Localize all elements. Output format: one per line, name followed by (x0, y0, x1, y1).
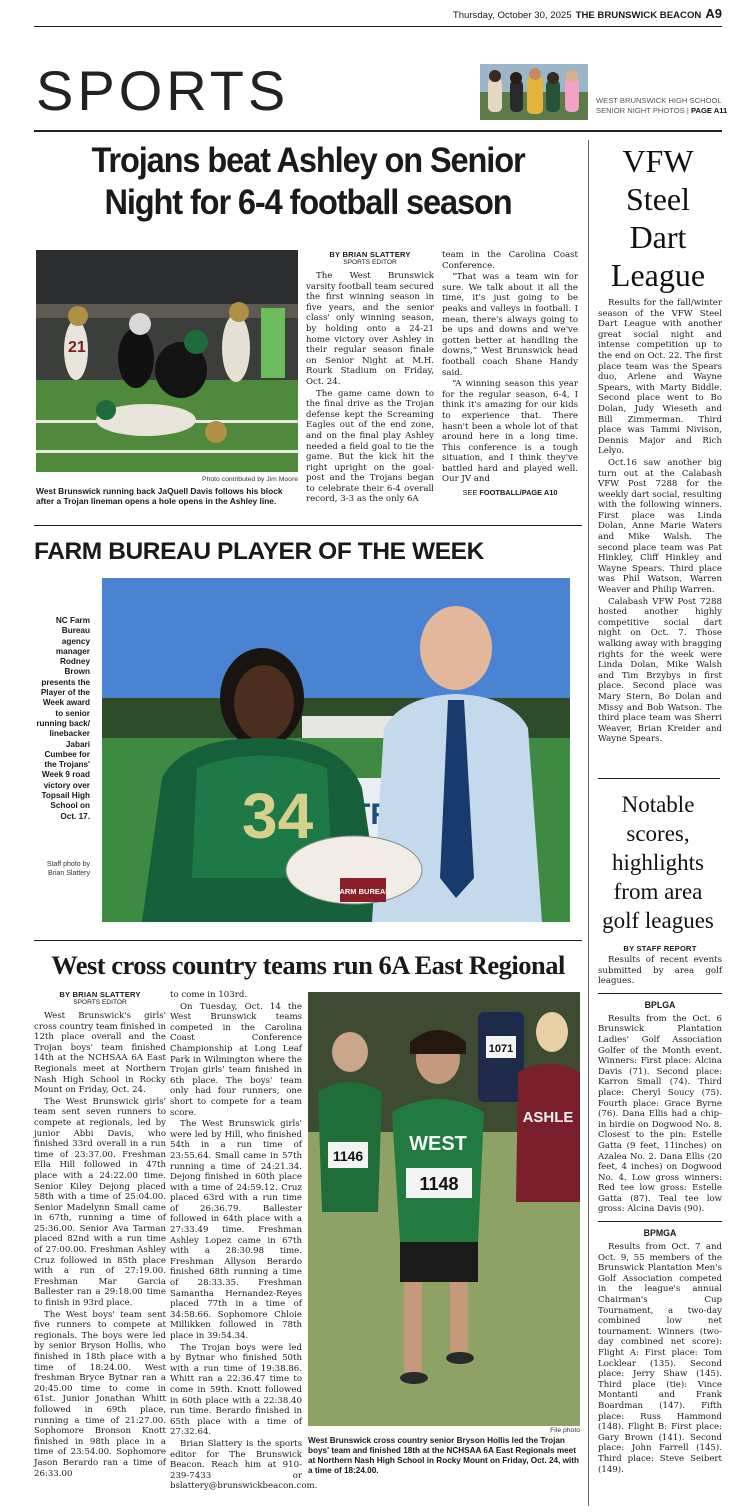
football-jump-link[interactable]: FOOTBALL/PAGE A10 (479, 488, 558, 498)
football-jump[interactable] (442, 488, 578, 497)
xc-col2-p2: On Tuesday, Oct. 14 the West Brunswick teams competed in the Carolina Coast Conference Championship at Long Leaf Park in Wilmington where the Trojan girls' team finished in 6th place. The boys' team only had four runners, one short to compete for a team score. (170, 1001, 302, 1118)
right-column-divider (588, 140, 589, 1506)
football-col2 (442, 250, 578, 497)
football-col1 (306, 250, 434, 506)
golf-body (598, 944, 722, 1476)
football-col1-p2: The game came down to the final drive as the Trojan defense kept the Screaming Eagles out of the end zone, and on the final play Ashley needed a field goal to tie the game. But the kick hit the right upright on the goal-post and the Trojans began to celebrate their 6-4 overall record, 3-3 as the only 6A (306, 388, 434, 505)
football-col2-p1: team in the Carolina Coast Conference. (442, 250, 578, 271)
xc-byline-title: SPORTS EDITOR (73, 999, 127, 1006)
football-jump-prefix: SEE (462, 488, 478, 498)
xc-col1-p1: West Brunswick's girls' cross country team finished in 12th place overall and the Trojan boys' team finished 14th at the NCHSAA 6A East Regionals meet at Northern Nash High School in Rocky Mount on Friday, Oct. 24. (34, 1011, 166, 1096)
golf-sub-rule2 (598, 1221, 722, 1222)
football-photo-credit: Photo contributed by Jim Moore (202, 476, 298, 483)
farm-rule (34, 525, 582, 526)
xc-col2-p3: The West Brunswick girls' were led by Hill, who finished 54th in a run time of 23:55.64. Small came in 57th running a time of 24:21.34. Dejong finished in 60th place with a time of 24:59.12. Cruz placed 63rd with a run time of 26:36.79. Ballester followed in 64th place with a 27:33.49 time. Freshman Ashley Lopez came in 67th with a 28:30.98 time. Freshman Allyson Berardo finished 68th running a time of 28:33.35. Freshman Samantha Hernandez-Reyes placed 77th in a time of 34:58.66. Sophomore Chloie Millikken followed in 78th place in 39:54.34. (170, 1119, 302, 1341)
golf-intro: Results of recent events submitted by area golf leagues. (598, 955, 722, 987)
xc-col2-p1: to come in 103rd. (170, 990, 248, 1000)
vfw-headline-l2: Steel (626, 181, 690, 217)
golf-headline-l4: from area (613, 879, 703, 904)
farm-jersey-number: 34 (242, 780, 314, 852)
xc-bib-main: 1148 (419, 1174, 459, 1194)
vfw-headline (594, 142, 722, 294)
golf-bplga-body: Results from the Oct. 6 Brunswick Plantation Ladies' Golf Association Golfer of the Month event. Winners: First place: Alcina Davis (71). Second place: Karron Small (74). Third place: Cheryl Soucy (75). Fourth place: Grace Byrne (76). Dana Ellis had a chip-in birdie on Dogwood No. 8. Closest to the pin: Estelle Gatta (9 feet, 11inches) on Azalea No. 2. Dana Ellis (20 feet, 4 inches) on Dogwood No. 4. Low gross winners: Red tee low gross: Estelle Gatta (87). Teal tee low gross: Alcina Davis (90). (598, 1013, 722, 1215)
xc-headline: West cross country teams run 6A East Regional (51, 950, 565, 980)
xc-cutline: West Brunswick cross country senior Bryson Hollis led the Trojan boys' team and finished 18th at the NCHSAA 6A East Regionals meet at Northern Nash High School in Rocky Mount on Friday, Oct. 24, with a time of 18:24.00. (308, 1436, 579, 1475)
football-photo[interactable] (36, 250, 298, 472)
xc-col2 (170, 990, 318, 1493)
xc-col1-p2: The West Brunswick girls' team sent seven runners to compete at regionals, led by junior Abbi Davis, who finished 33rd overall in a run time of 23:37.00. Freshman Ella Hill followed in 47th place with a 24:22.00 time. Senior Kiley Dejong placed 58th with a time of 25:04.00. Senior Madelynn Small came in 67th, running a time of 25:36.00. Senior Ava Tarman placed 82nd with a run time of 27:00.00. Freshman Ashley Cruz followed in 85th place with a run of 27:19.00. Freshman Mar Garcia Ballester ran a 29:18.00 time to finish in 93rd place. (34, 1096, 166, 1309)
xc-bib-right: 1071 (488, 1043, 514, 1055)
xc-col2-p4: The Trojan boys were led by Bytnar who finished 50th with a run time of 19:38.86. Whitt ran a 22:36.47 time to come in 59th. Knott followed in 60th place with a 22:38.40 run time. Berardo finished in 65th place with a time of 27:32.64. (170, 1342, 302, 1438)
golf-headline-l5: golf leagues (602, 908, 714, 933)
golf-headline-l3: highlights (611, 850, 704, 875)
farm-headline: FARM BUREAU PLAYER OF THE WEEK (34, 538, 484, 565)
vfw-headline-l1: VFW (622, 143, 694, 179)
promo-photo[interactable] (480, 64, 588, 120)
golf-rule (598, 778, 720, 779)
farm-photo[interactable] (102, 578, 570, 922)
golf-headline-l1: Notable (621, 792, 695, 817)
football-headline (53, 140, 563, 224)
folio-date: Thursday, October 30, 2025 (452, 10, 572, 21)
vfw-p3: Calabash VFW Post 7288 hosted another highly competitive social dart night on Oct. 7. Those walking away with bragging rights for the week were Linda Dolan, Mike Walsh and Tim Brzybys in first place. Second place was Mary Stern, Bo Dolan and Missy and Bob Watson. The third place team was Sherri Weaver, Brian Kreider and Wayne Spears. (598, 596, 722, 745)
vfw-p2: Oct.16 saw another big turn out at the Calabash VFW Post 7288 for the weekly dart social, resulting with the following winners. First place was Linda Dolan, Anne Marie Waters and Mike Walsh. The second place team was Pat Hinkley, Cliff Hinkley and Wayne Spears. Third place was Phil Watson, Warren Weaver and Philip Warren. (598, 457, 722, 596)
vfw-p1: Results for the fall/winter season of the VFW Steel Dart League with another great social night and intense competition up to the end on Oct. 22. The first place team was the Spears duo, Arlene and Wayne Spears, with Marty Biddle. Second place went to Bo Dolan, Judy Wieseth and Bill Zimmerman. Third place was Tammi Nivison, Dennis Major and Rich Lelyo. (598, 298, 722, 457)
folio (453, 6, 722, 21)
vfw-headline-l3: Dart (629, 219, 687, 255)
xc-jersey-word: WEST (409, 1133, 467, 1155)
farm-ball-text: FARM BUREAU (335, 887, 391, 896)
xc-byline: BY BRIAN SLATTERY (59, 990, 141, 999)
football-headline-line1: Trojans beat Ashley on Senior (91, 141, 525, 180)
xc-rule (34, 940, 582, 941)
promo-line2: SENIOR NIGHT PHOTOS (596, 106, 685, 115)
golf-headline (594, 790, 722, 935)
folio-page: A9 (705, 6, 722, 21)
xc-rival-word: ASHLE (522, 1109, 574, 1126)
promo-text[interactable]: WEST BRUNSWICK HIGH SCHOOL SENIOR NIGHT PHOTOS | PAGE A11 (596, 96, 728, 115)
golf-byline: BY STAFF REPORT (623, 944, 697, 953)
farm-credit: Staff photo by Brian Slattery (46, 861, 90, 877)
football-byline-title: SPORTS EDITOR (343, 259, 397, 266)
golf-bplga-head: BPLGA (644, 999, 676, 1010)
football-headline-line2: Night for 6-4 football season (104, 183, 512, 222)
football-col2-p2: “That was a team win for sure. We talk about it all the time, it's just going to be peaks and valleys in football. I mean, there's always going to be ups and downs and we've gotten better at handling the downs,” West Brunswick head football coach Shane Handy said. (442, 272, 578, 378)
promo-line1: WEST BRUNSWICK HIGH SCHOOL (596, 96, 722, 105)
golf-bpmga-head: BPMGA (643, 1228, 677, 1239)
football-byline: BY BRIAN SLATTERY (329, 250, 411, 259)
football-col1-p1: The West Brunswick varsity football team secured the first winning season in five years, and the senior class' only winning season, by holding onto a 24-21 home victory over Ashley in their regular season finale on Senior Night at M.H. Rourk Stadium on Friday, Oct. 24. (306, 271, 434, 387)
football-col2-p3: “A winning season this year for the regular season, 6-4, I think it's amazing for our kids to experience that. There hasn't been a whole lot of that around here in a long time. This conference is a tough situation, and I think they've battled hard and played well. Our JV and (442, 379, 578, 485)
golf-bpmga-body: Results from Oct. 7 and Oct. 9, 55 members of the Brunswick Plantation Men's Golf Association competed in the league's annual Chairman's Cup Tournament, a two-day combined low net tournament. Winners (two-day combined net score): Flight A: First place: Tom Locklear (135). Second place: Jerry Shaw (145). Third place (tie): Vince Montanti and Frank Boardman (147). Fifth place: Russ Hammond (148). Flight B: First place: Gary Brown (141). Second place: John Farrell (145). Third place: Steve Seibert (149). (598, 1242, 722, 1475)
vfw-headline-l4: League (610, 257, 706, 293)
xc-photo-credit: File photo (550, 1427, 580, 1434)
xc-col1-p3: The West boys' team sent five runners to compete at regionals. The boys were led by senior Bryson Hollis, who finished in 18th place with a time of 18:24.00. West freshman Bryce Bytnar ran a 20:45.00 time to come in 61st. Junior Jonathan Whitt followed in 69th place, running a time of 21:27.00. Sophomore Bronson Knott finished in 98th place in a time of 23:54.00. Sophomore Jason Berardo ran a time of 26:33.00 (34, 1309, 166, 1479)
xc-photo[interactable] (308, 992, 580, 1426)
folio-paper: THE BRUNSWICK BEACON (575, 10, 702, 21)
farm-caption: NC Farm Bureau agency manager Rodney Brown presents the Player of the Week award to senior running back/ linebacker Jabari Cumbee for the Trojans' Week 9 road victory over Topsail High School on Oct. 17. (36, 616, 90, 821)
vfw-body (598, 298, 722, 746)
promo-page: PAGE A11 (690, 106, 728, 115)
svg-text:21: 21 (68, 339, 86, 356)
xc-col1 (34, 990, 166, 1480)
football-cutline: West Brunswick running back JaQuell Davis follows his block after a Trojan lineman opens a hole opens in the Ashley line. (36, 486, 283, 507)
golf-headline-l2: scores, (626, 821, 690, 846)
xc-bib-left: 1146 (332, 1148, 364, 1164)
xc-col2-p5: Brian Slattery is the sports editor for The Brunswick Beacon. Reach him at 910-239-7433 or bslattery@brunswickbeacon.com. (170, 1438, 318, 1492)
masthead-rule (34, 130, 722, 132)
golf-sub-rule1 (598, 993, 722, 994)
section-title: SPORTS (36, 59, 290, 122)
folio-rule (34, 26, 722, 27)
